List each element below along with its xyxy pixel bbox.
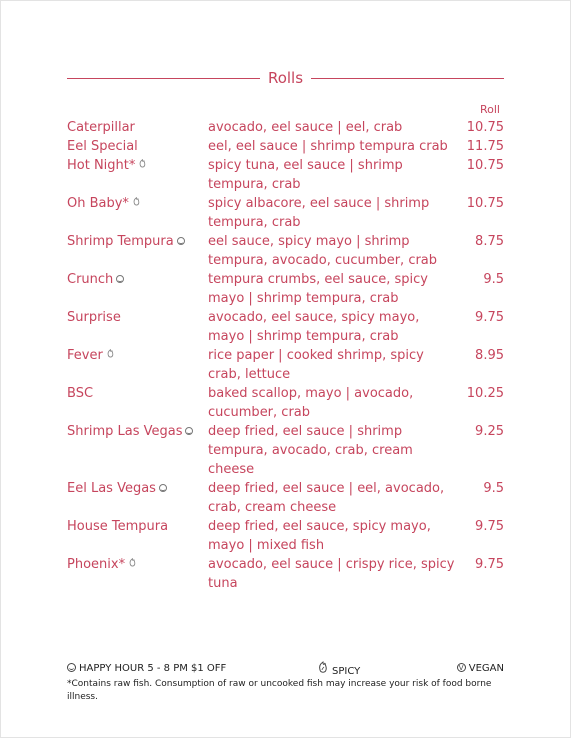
menu-item-description: deep fried, eel sauce, spicy mayo, mayo | mixed fish: [208, 519, 431, 553]
menu-item-name-text: Oh Baby*: [67, 196, 129, 211]
legend-spicy-text: SPICY: [332, 666, 361, 677]
spicy-icon: [138, 159, 147, 169]
menu-item-price: 10.75: [466, 158, 504, 173]
happy-hour-icon: [116, 275, 124, 283]
menu-item-name-text: Phoenix*: [67, 557, 126, 572]
legend-happy-hour-text: HAPPY HOUR 5 - 8 PM $1 OFF: [79, 663, 227, 674]
vegan-icon: [457, 663, 466, 672]
menu-item: [67, 479, 504, 517]
menu-item: [67, 555, 504, 593]
menu-item-price: 9.5: [483, 272, 504, 287]
divider-left: [67, 78, 260, 79]
menu-item-price: 9.75: [475, 310, 504, 325]
menu-item-description: avocado, eel sauce | eel, crab: [208, 120, 403, 135]
legend-vegan-text: VEGAN: [468, 663, 504, 674]
happy-hour-icon: [159, 484, 167, 492]
menu-item-description: avocado, eel sauce | crispy rice, spicy tuna: [208, 557, 455, 591]
menu-item: [67, 308, 504, 346]
menu-item-name: [67, 422, 208, 441]
menu-item-name-text: Shrimp Tempura: [67, 234, 174, 249]
menu-item-name: [67, 555, 208, 574]
raw-fish-disclaimer: *Contains raw fish. Consumption of raw or uncooked fish may increase your risk of food borne illness.: [67, 679, 492, 702]
menu-item-price: 10.75: [466, 120, 504, 135]
menu-item-price: 10.25: [466, 386, 504, 401]
spicy-icon: [132, 197, 141, 207]
menu-item-price: 10.75: [466, 196, 504, 211]
menu-item-price: 9.25: [475, 424, 504, 439]
menu-item-name-text: Crunch: [67, 272, 114, 287]
menu-item: [67, 194, 504, 232]
divider-right: [311, 78, 504, 79]
menu-item-description: spicy tuna, eel sauce | shrimp tempura, crab: [208, 158, 403, 192]
legend-vegan: [457, 661, 504, 677]
menu-item-price: 8.75: [475, 234, 504, 249]
menu-item: [67, 232, 504, 270]
menu-item-description: baked scallop, mayo | avocado, cucumber, crab: [208, 386, 414, 420]
menu-item-name: [67, 384, 208, 403]
happy-hour-icon: [185, 427, 193, 435]
menu-item-description: eel, eel sauce | shrimp tempura crab: [208, 139, 448, 154]
menu-item-name: [67, 517, 208, 536]
menu-item-name: [67, 194, 208, 213]
menu-item-name: [67, 270, 208, 289]
menu-item-name-text: Eel Special: [67, 139, 138, 154]
menu-item-name: [67, 308, 208, 327]
menu-item-name-text: Caterpillar: [67, 120, 135, 135]
menu-item-name-text: Fever: [67, 348, 103, 363]
happy-hour-icon: [67, 663, 76, 672]
menu-item: [67, 118, 504, 137]
menu-item: [67, 517, 504, 555]
menu-item-description: deep fried, eel sauce | shrimp tempura, avocado, crab, cream cheese: [208, 424, 413, 477]
menu-item-description: spicy albacore, eel sauce | shrimp tempura, crab: [208, 196, 430, 230]
menu-item-name-text: Shrimp Las Vegas: [67, 424, 183, 439]
menu-item: [67, 422, 504, 479]
spicy-icon: [128, 558, 137, 568]
section-title: Rolls: [267, 69, 304, 87]
menu-item-name-text: House Tempura: [67, 519, 169, 534]
menu-item-name-text: Hot Night*: [67, 158, 136, 173]
menu-item-price: 9.75: [475, 557, 504, 572]
price-column-header: Roll: [480, 103, 500, 116]
menu-item-description: deep fried, eel sauce | eel, avocado, crab, cream cheese: [208, 481, 445, 515]
menu-item: [67, 384, 504, 422]
menu-item-name: [67, 479, 208, 498]
menu-item-name: [67, 232, 208, 251]
happy-hour-icon: [177, 237, 185, 245]
menu-item-name: [67, 118, 208, 137]
menu-item-price: 8.95: [475, 348, 504, 363]
menu-item-name: [67, 156, 208, 175]
menu-item-name: [67, 137, 208, 156]
menu-item: [67, 156, 504, 194]
menu-item-name-text: BSC: [67, 386, 94, 401]
menu-item-name: [67, 346, 208, 365]
section-header: [67, 67, 504, 89]
legend: [67, 661, 504, 677]
menu-item-description: eel sauce, spicy mayo | shrimp tempura, avocado, cucumber, crab: [208, 234, 438, 268]
menu-item-description: avocado, eel sauce, spicy mayo, mayo | shrimp tempura, crab: [208, 310, 420, 344]
menu-item-description: rice paper | cooked shrimp, spicy crab, lettuce: [208, 348, 424, 382]
menu-item-price: 9.5: [483, 481, 504, 496]
menu-item-price: 9.75: [475, 519, 504, 534]
legend-happy-hour: [67, 661, 226, 677]
menu-item: [67, 346, 504, 384]
menu-item: [67, 270, 504, 308]
menu-item-name-text: Eel Las Vegas: [67, 481, 156, 496]
menu-list: [67, 118, 504, 593]
menu-item-price: 11.75: [466, 139, 504, 154]
spicy-icon: [106, 349, 115, 359]
menu-item-name-text: Surprise: [67, 310, 121, 325]
menu-item: [67, 137, 504, 156]
menu-item-description: tempura crumbs, eel sauce, spicy mayo | shrimp tempura, crab: [208, 272, 428, 306]
